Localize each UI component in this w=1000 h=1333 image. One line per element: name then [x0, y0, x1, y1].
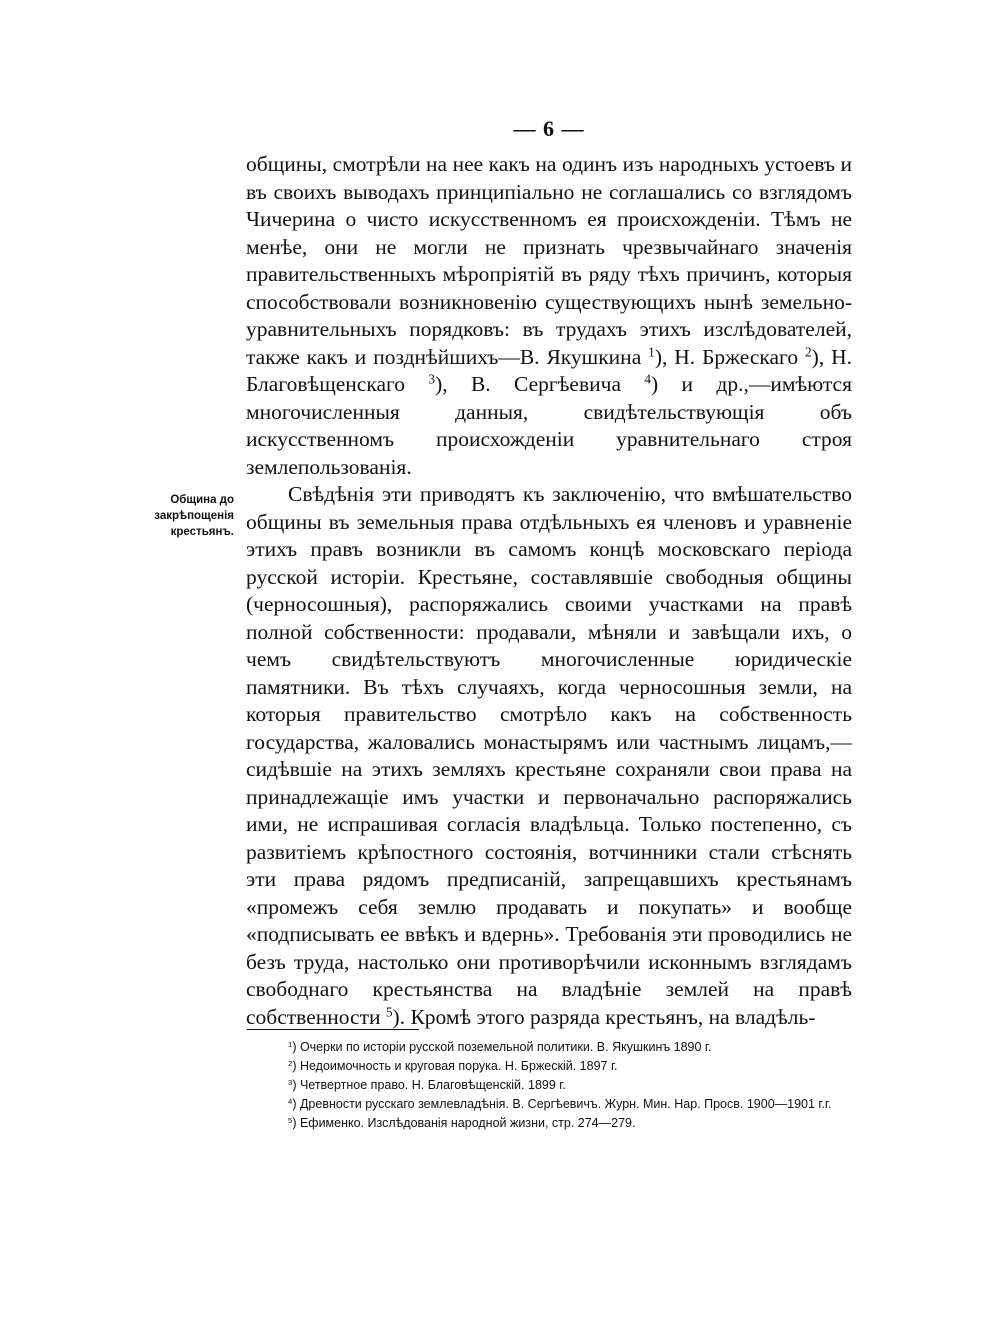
footnote-reference: 5: [385, 1004, 393, 1020]
footnotes-section: [246, 1038, 852, 1133]
footnote-text: ) Недоимочность и круговая порука. Н. Бржескій. 1897 г.: [292, 1059, 618, 1073]
footnote: [246, 1057, 852, 1076]
paragraph: [246, 151, 852, 481]
footnote-mark: 1: [288, 1039, 293, 1049]
footnote: [246, 1076, 852, 1095]
footnote-mark: 2: [288, 1058, 293, 1068]
paragraph-text: общины, смотрѣли на нее какъ на одинъ изъ народныхъ устоевъ и въ своихъ выводахъ принципіально не соглашались со взглядомъ Чичерина о чисто искусственномъ ея происхожденіи. Тѣмъ не менѣе, они не могли не признать чрезвычайнаго значенія правительственныхъ мѣропріятій въ ряду тѣхъ причинъ, которыя способствовали возникновенію существующихъ нынѣ земельно-уравнительныхъ порядковъ: въ трудахъ этихъ изслѣдователей, также какъ и позднѣйшихъ—В. Якушкина: [246, 152, 852, 369]
footnote-divider: [247, 1029, 419, 1030]
footnote-text: ) Четвертное право. Н. Благовѣщенскій. 1899 г.: [292, 1078, 566, 1092]
page-number: — 6 —: [513, 116, 585, 141]
footnote: [246, 1038, 852, 1057]
paragraph-text: Свѣдѣнія эти приводятъ къ заключенію, что вмѣшательство общины въ земельныя права отдѣльныхъ ея членовъ и уравненіе этихъ правъ возникли въ самомъ концѣ московскаго періода русской исторіи. Крестьяне, составлявшіе свободныя общины (черносошныя), распоряжались своими участками на правѣ полной собственности: продавали, мѣняли и завѣщали ихъ, о чемъ свидѣтельствуютъ многочисленные юридическіе памятники. Въ тѣхъ случаяхъ, когда черносошныя земли, на которыя правительство смотрѣло какъ на собственность государства, жаловались монастырямъ или частнымъ лицамъ,—сидѣвшіе на этихъ земляхъ крестьяне сохраняли свои права на принадлежащіе имъ участки и первоначально распоряжались ими, не испрашивая согласія владѣльца. Только постепенно, съ развитіемъ крѣпостного состоянія, вотчинники стали стѣснять эти права рядомъ предписаній, запрещавшихъ крестьянамъ «промежъ себя землю продавать и покупать» и вообще «подписывать ее ввѣкъ и вдернь». Требованія эти проводились не безъ труда, настолько они противорѣчили исконнымъ взглядамъ свободнаго крестьянства на владѣніе землей на правѣ собственности: [246, 482, 852, 1029]
footnote-mark: 4: [288, 1096, 293, 1106]
footnote-text: ) Ефименко. Изслѣдованія народной жизни, стр. 274—279.: [292, 1116, 636, 1130]
footnote-reference: 4: [644, 371, 652, 387]
footnote: [246, 1095, 852, 1114]
footnote-text: ) Очерки по исторіи русской поземельной политики. В. Якушкинъ 1890 г.: [292, 1040, 712, 1054]
paragraph-text: ), В. Сергѣевича: [435, 372, 645, 396]
footnote-mark: 3: [288, 1077, 293, 1087]
paragraph-text: ), Н. Бржескаго: [654, 344, 805, 369]
footnote-reference: 2: [804, 344, 812, 360]
main-text: [246, 151, 852, 1031]
paragraph-text: ), Н. Благовѣщенскаго: [246, 344, 853, 396]
paragraph-text: ) и др.,—имѣются многочисленныя данныя, свидѣтельствующія объ искусственномъ происхожденіи уравнительнаго строя землепользованія.: [246, 372, 852, 479]
footnote-text: ) Древности русскаго землевладѣнія. В. Сергѣевичъ. Журн. Мин. Нар. Просв. 1900—1901 г.г.: [292, 1097, 832, 1111]
footnote-reference: 1: [648, 344, 655, 360]
footnote: [246, 1114, 852, 1133]
paragraph: [246, 481, 852, 1031]
footnote-reference: 3: [428, 371, 436, 387]
paragraph-text: ). Кромѣ этого разряда крестьянъ, на владѣль-: [392, 1004, 816, 1029]
footnote-mark: 5: [288, 1115, 293, 1125]
marginal-note: Община до закрѣпощенія крестьянъ.: [154, 494, 234, 538]
